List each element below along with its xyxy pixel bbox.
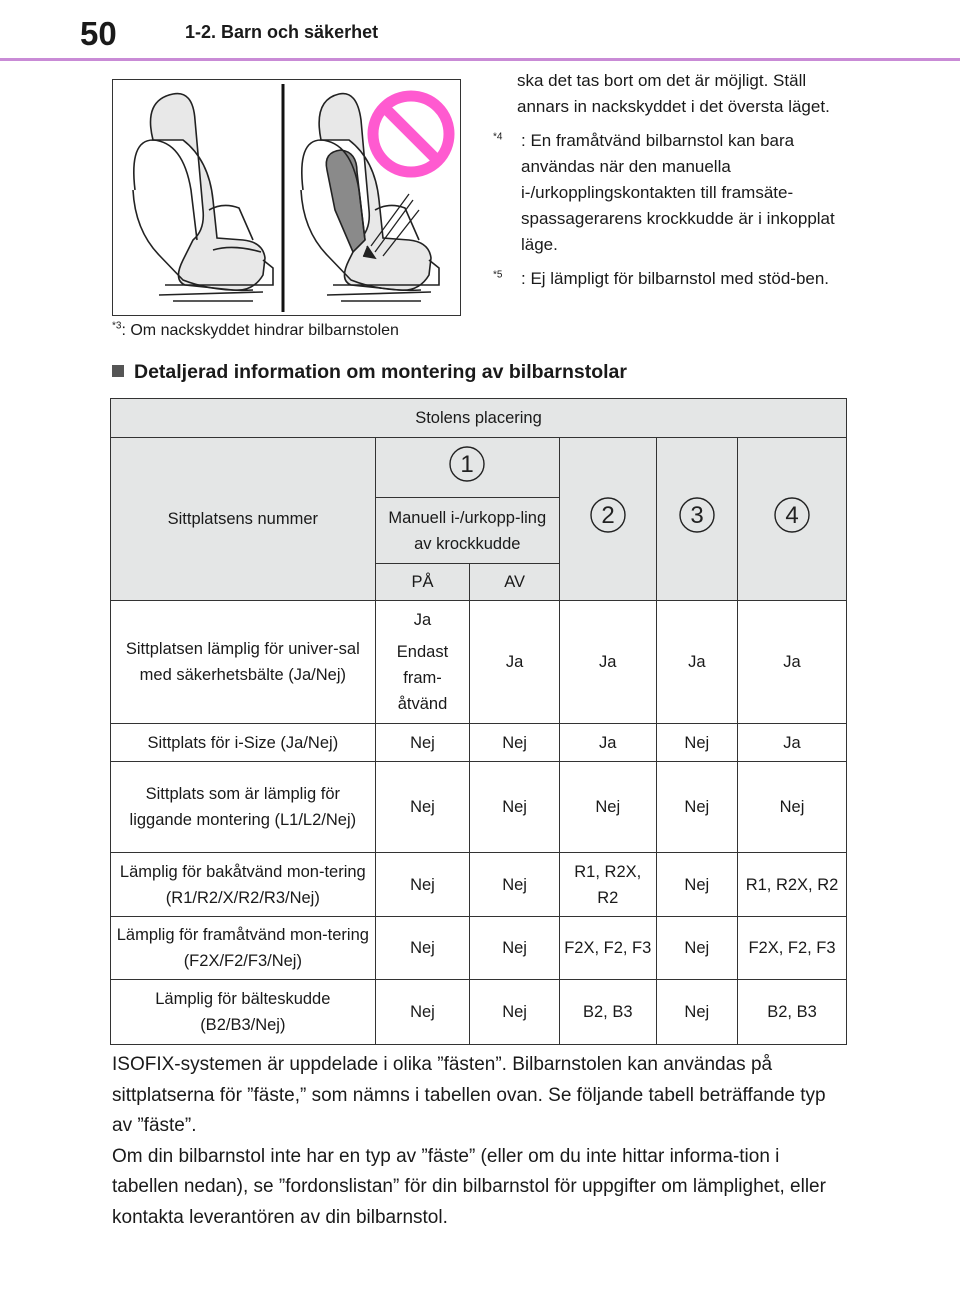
svg-text:4: 4 <box>785 502 799 529</box>
seat-number-1 <box>375 438 559 498</box>
footnote-mark: *5 <box>493 269 503 281</box>
seat-suitability-table <box>110 398 847 1045</box>
svg-text:3: 3 <box>690 502 704 529</box>
child-seat-illustration <box>113 80 459 314</box>
child-seat-left-icon <box>133 94 273 301</box>
row-label-universal: Sittplatsen lämplig för univer-sal med säkerhetsbälte (Ja/Nej) <box>111 601 376 724</box>
table-header-title: Stolens placering <box>111 399 847 438</box>
airbag-off-label: AV <box>470 564 560 601</box>
footnote-mark: *3 <box>112 320 122 332</box>
table-cell: R1, R2X, R2 <box>559 853 656 917</box>
universal-cell-seat3: Ja <box>656 601 737 724</box>
footnote-text: : En framåtvänd bilbarnstol kan bara användas när den manuella i-/urkopplingskontakten till framsäte-spassagerarens krockkudde är i inkopplat läge. <box>521 131 835 254</box>
table-cell: F2X, F2, F3 <box>738 917 847 980</box>
header-rule <box>0 58 960 61</box>
table-cell: Nej <box>375 917 470 980</box>
svg-text:1: 1 <box>460 450 474 478</box>
svg-text:2: 2 <box>601 502 615 529</box>
table-cell: Nej <box>470 980 560 1045</box>
subheading-text: Detaljerad information om montering av bilbarnstolar <box>134 361 627 383</box>
universal-on-line: åtvänd <box>397 695 448 713</box>
table-cell: Nej <box>470 724 560 762</box>
paragraph-line: Om din bilbarnstol inte har en typ av ”fäste” (eller om du inte hittar informa-tion i tabellen nedan), se ”fordonslistan” för din bilbarnstol för uppgifter om lämplighet, eller kontakta leverantören av din bilbarnstol. <box>112 1145 826 1228</box>
table-cell: Nej <box>656 762 737 853</box>
table-cell: Nej <box>559 762 656 853</box>
table-cell: Nej <box>656 724 737 762</box>
table-cell: F2X, F2, F3 <box>559 917 656 980</box>
universal-on-value: Ja <box>413 611 432 629</box>
footnote-item <box>493 266 838 292</box>
row-label-booster: Lämplig för bälteskudde (B2/B3/Nej) <box>111 980 376 1045</box>
table-cell: Nej <box>375 980 470 1045</box>
seat-number-4-icon <box>773 496 811 534</box>
footnote-text: : Ej lämpligt för bilbarnstol med stöd-ben. <box>521 269 830 288</box>
footnote-item <box>493 128 838 258</box>
table-cell: Nej <box>470 762 560 853</box>
seat-number-label: Sittplatsens nummer <box>111 438 376 601</box>
table-cell: B2, B3 <box>738 980 847 1045</box>
table-cell: Nej <box>738 762 847 853</box>
prohibition-icon <box>373 96 449 172</box>
table-cell: Nej <box>656 853 737 917</box>
figure-caption <box>112 321 399 341</box>
universal-cell-off: Ja <box>470 601 560 724</box>
section-title: 1-2. Barn och säkerhet <box>185 22 379 42</box>
seat-number-3 <box>656 438 737 601</box>
table-cell: Ja <box>738 724 847 762</box>
page-number: 50 <box>80 15 117 52</box>
universal-cell-seat2: Ja <box>559 601 656 724</box>
note-continuation: ska det tas bort om det är möjligt. Ställ annars in nackskyddet i det översta läget. <box>517 71 830 116</box>
row-label-rearward: Lämplig för bakåtvänd mon-tering (R1/R2/X/R2/R3/Nej) <box>111 853 376 917</box>
table-cell: Nej <box>375 724 470 762</box>
seat-number-2-icon <box>589 496 627 534</box>
table-cell: R1, R2X, R2 <box>738 853 847 917</box>
seat-number-4 <box>738 438 847 601</box>
universal-on-line: fram- <box>403 669 442 687</box>
airbag-on-label: PÅ <box>375 564 470 601</box>
seat-number-3-icon <box>678 496 716 534</box>
table-cell: Nej <box>375 853 470 917</box>
caption-text: : Om nackskyddet hindrar bilbarnstolen <box>121 322 399 339</box>
row-label-lying: Sittplats som är lämplig för liggande montering (L1/L2/Nej) <box>111 762 376 853</box>
seat-number-2 <box>559 438 656 601</box>
table-cell: Nej <box>656 980 737 1045</box>
table-cell: Nej <box>375 762 470 853</box>
child-seat-figure <box>112 79 461 316</box>
subheading <box>112 359 627 385</box>
footnote-mark: *4 <box>493 131 503 143</box>
row-label-isize: Sittplats för i-Size (Ja/Nej) <box>111 724 376 762</box>
bullet-square-icon <box>112 365 124 377</box>
row-label-forward: Lämplig för framåtvänd mon-tering (F2X/F2/F3/Nej) <box>111 917 376 980</box>
table-cell: Nej <box>470 853 560 917</box>
table-cell: Nej <box>656 917 737 980</box>
universal-cell-on <box>375 601 470 724</box>
airbag-switch-label: Manuell i-/urkopp-ling av krockkudde <box>375 498 559 564</box>
universal-on-line: Endast <box>396 643 449 661</box>
table-cell: B2, B3 <box>559 980 656 1045</box>
footnotes <box>493 68 838 292</box>
table-cell: Nej <box>470 917 560 980</box>
seat-number-1-icon <box>448 445 486 483</box>
universal-cell-seat4: Ja <box>738 601 847 724</box>
table-cell: Ja <box>559 724 656 762</box>
isofix-paragraph <box>112 1050 842 1233</box>
paragraph-line: ISOFIX-systemen är uppdelade i olika ”fästen”. Bilbarnstolen kan användas på sittplatserna för ”fäste,” som nämns i tabellen ovan. Se följande tabell beträffande typ av ”fäste”. <box>112 1054 826 1136</box>
